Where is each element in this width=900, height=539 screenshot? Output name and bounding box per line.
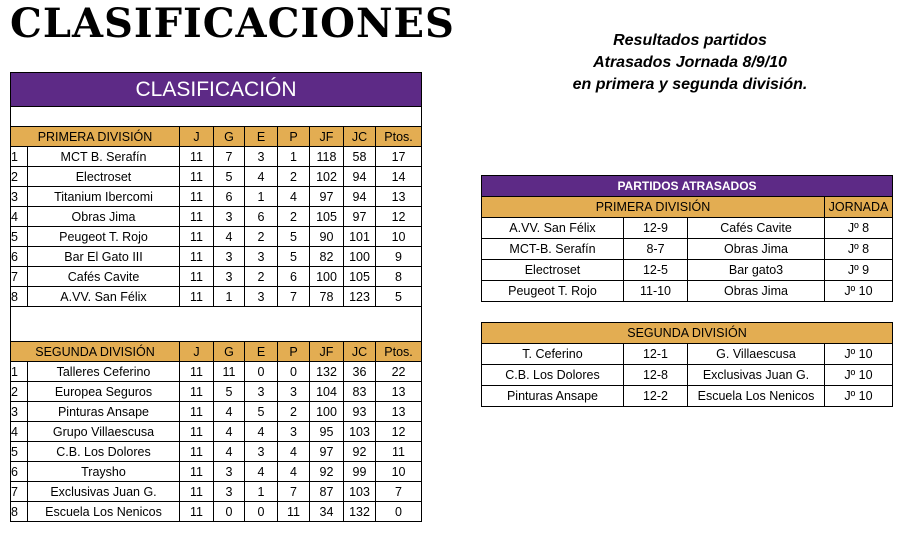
lost-cell: 7 — [278, 287, 310, 307]
standings-row — [11, 207, 422, 227]
col-header-jf: JF — [310, 127, 344, 147]
points-for-cell: 95 — [310, 422, 344, 442]
points-against-cell: 99 — [344, 462, 376, 482]
points-cell: 8 — [376, 267, 422, 287]
drawn-cell: 4 — [245, 462, 278, 482]
blank-row — [11, 107, 422, 127]
team-cell: Exclusivas Juan G. — [28, 482, 180, 502]
points-for-cell: 34 — [310, 502, 344, 522]
points-cell: 22 — [376, 362, 422, 382]
score-cell: 12-9 — [624, 218, 688, 239]
standings-row — [11, 462, 422, 482]
points-cell: 13 — [376, 402, 422, 422]
points-against-cell: 94 — [344, 167, 376, 187]
delayed-matches-table — [481, 175, 893, 407]
points-for-cell: 105 — [310, 207, 344, 227]
points-cell: 0 — [376, 502, 422, 522]
won-cell: 3 — [214, 247, 245, 267]
won-cell: 11 — [214, 362, 245, 382]
team-cell: Escuela Los Nenicos — [28, 502, 180, 522]
won-cell: 6 — [214, 187, 245, 207]
position-cell: 5 — [11, 227, 28, 247]
points-for-cell: 82 — [310, 247, 344, 267]
points-cell: 9 — [376, 247, 422, 267]
team-cell: Bar El Gato III — [28, 247, 180, 267]
points-against-cell: 92 — [344, 442, 376, 462]
lost-cell: 2 — [278, 402, 310, 422]
delayed-results-subtitle — [540, 30, 840, 96]
drawn-cell: 3 — [245, 442, 278, 462]
home-team-cell: Pinturas Ansape — [482, 386, 624, 407]
classification-table — [10, 72, 422, 522]
lost-cell: 3 — [278, 382, 310, 402]
delayed-segunda-division-label: SEGUNDA DIVISIÓN — [482, 323, 893, 344]
drawn-cell: 2 — [245, 267, 278, 287]
standings-row — [11, 402, 422, 422]
won-cell: 5 — [214, 167, 245, 187]
played-cell: 11 — [180, 482, 214, 502]
points-for-cell: 92 — [310, 462, 344, 482]
points-against-cell: 103 — [344, 482, 376, 502]
standings-row — [11, 147, 422, 167]
standings-row — [11, 167, 422, 187]
won-cell: 7 — [214, 147, 245, 167]
points-for-cell: 97 — [310, 187, 344, 207]
jornada-cell: Jº 10 — [825, 386, 893, 407]
points-for-cell: 100 — [310, 267, 344, 287]
points-for-cell: 90 — [310, 227, 344, 247]
team-cell: Grupo Villaescusa — [28, 422, 180, 442]
col-header-g: G — [214, 342, 245, 362]
won-cell: 4 — [214, 402, 245, 422]
drawn-cell: 0 — [245, 362, 278, 382]
segunda-header-row — [11, 342, 422, 362]
drawn-cell: 4 — [245, 167, 278, 187]
played-cell: 11 — [180, 187, 214, 207]
standings-row — [11, 382, 422, 402]
points-against-cell: 101 — [344, 227, 376, 247]
points-cell: 5 — [376, 287, 422, 307]
primera-header-row — [11, 127, 422, 147]
lost-cell: 4 — [278, 462, 310, 482]
played-cell: 11 — [180, 502, 214, 522]
team-cell: A.VV. San Félix — [28, 287, 180, 307]
position-cell: 4 — [11, 422, 28, 442]
drawn-cell: 2 — [245, 227, 278, 247]
away-team-cell: Obras Jima — [688, 239, 825, 260]
standings-row — [11, 287, 422, 307]
team-cell: C.B. Los Dolores — [28, 442, 180, 462]
jornada-cell: Jº 10 — [825, 365, 893, 386]
col-header-jc: JC — [344, 127, 376, 147]
points-cell: 10 — [376, 227, 422, 247]
away-team-cell: Obras Jima — [688, 281, 825, 302]
classification-title: CLASIFICACIÓN — [11, 73, 422, 107]
points-for-cell: 104 — [310, 382, 344, 402]
away-team-cell: G. Villaescusa — [688, 344, 825, 365]
position-cell: 8 — [11, 502, 28, 522]
standings-row — [11, 247, 422, 267]
match-row — [482, 218, 893, 239]
lost-cell: 3 — [278, 422, 310, 442]
primera-division-label: PRIMERA DIVISIÓN — [11, 127, 180, 147]
standings-row — [11, 442, 422, 462]
points-against-cell: 94 — [344, 187, 376, 207]
home-team-cell: Electroset — [482, 260, 624, 281]
points-against-cell: 83 — [344, 382, 376, 402]
col-header-e: E — [245, 127, 278, 147]
played-cell: 11 — [180, 167, 214, 187]
jornada-cell: Jº 9 — [825, 260, 893, 281]
position-cell: 3 — [11, 402, 28, 422]
spacer-row — [482, 302, 893, 323]
col-header-p: P — [278, 127, 310, 147]
drawn-cell: 3 — [245, 382, 278, 402]
played-cell: 11 — [180, 422, 214, 442]
points-for-cell: 97 — [310, 442, 344, 462]
points-against-cell: 103 — [344, 422, 376, 442]
won-cell: 4 — [214, 422, 245, 442]
won-cell: 3 — [214, 207, 245, 227]
col-header-j: J — [180, 342, 214, 362]
page-title: CLASIFICACIONES — [10, 0, 455, 47]
played-cell: 11 — [180, 147, 214, 167]
col-header-ptos: Ptos. — [376, 127, 422, 147]
home-team-cell: A.VV. San Félix — [482, 218, 624, 239]
team-cell: Traysho — [28, 462, 180, 482]
home-team-cell: Peugeot T. Rojo — [482, 281, 624, 302]
position-cell: 2 — [11, 167, 28, 187]
blank-row — [11, 324, 422, 342]
points-cell: 11 — [376, 442, 422, 462]
col-header-p: P — [278, 342, 310, 362]
lost-cell: 0 — [278, 362, 310, 382]
points-against-cell: 36 — [344, 362, 376, 382]
match-row — [482, 365, 893, 386]
standings-row — [11, 482, 422, 502]
position-cell: 2 — [11, 382, 28, 402]
drawn-cell: 1 — [245, 187, 278, 207]
points-against-cell: 97 — [344, 207, 376, 227]
position-cell: 6 — [11, 462, 28, 482]
match-row — [482, 239, 893, 260]
won-cell: 4 — [214, 227, 245, 247]
delayed-primera-header-row — [482, 197, 893, 218]
subtitle-line: Resultados partidos — [613, 32, 767, 49]
team-cell: Titanium Ibercomi — [28, 187, 180, 207]
col-header-e: E — [245, 342, 278, 362]
position-cell: 8 — [11, 287, 28, 307]
lost-cell: 11 — [278, 502, 310, 522]
played-cell: 11 — [180, 287, 214, 307]
points-cell: 7 — [376, 482, 422, 502]
position-cell: 1 — [11, 362, 28, 382]
lost-cell: 1 — [278, 147, 310, 167]
points-against-cell: 123 — [344, 287, 376, 307]
standings-row — [11, 227, 422, 247]
drawn-cell: 3 — [245, 147, 278, 167]
match-row — [482, 281, 893, 302]
won-cell: 3 — [214, 267, 245, 287]
segunda-division-label: SEGUNDA DIVISIÓN — [11, 342, 180, 362]
team-cell: MCT B. Serafín — [28, 147, 180, 167]
lost-cell: 7 — [278, 482, 310, 502]
team-cell: Obras Jima — [28, 207, 180, 227]
points-for-cell: 132 — [310, 362, 344, 382]
home-team-cell: C.B. Los Dolores — [482, 365, 624, 386]
team-cell: Talleres Ceferino — [28, 362, 180, 382]
drawn-cell: 1 — [245, 482, 278, 502]
played-cell: 11 — [180, 382, 214, 402]
lost-cell: 5 — [278, 247, 310, 267]
score-cell: 8-7 — [624, 239, 688, 260]
delayed-segunda-header-row — [482, 323, 893, 344]
standings-row — [11, 187, 422, 207]
jornada-cell: Jº 10 — [825, 344, 893, 365]
standings-row — [11, 362, 422, 382]
position-cell: 3 — [11, 187, 28, 207]
subtitle-line: en primera y segunda división. — [572, 76, 808, 93]
team-cell: Cafés Cavite — [28, 267, 180, 287]
points-for-cell: 100 — [310, 402, 344, 422]
points-cell: 13 — [376, 382, 422, 402]
team-cell: Electroset — [28, 167, 180, 187]
lost-cell: 6 — [278, 267, 310, 287]
lost-cell: 2 — [278, 167, 310, 187]
away-team-cell: Exclusivas Juan G. — [688, 365, 825, 386]
won-cell: 3 — [214, 462, 245, 482]
match-row — [482, 260, 893, 281]
played-cell: 11 — [180, 227, 214, 247]
won-cell: 1 — [214, 287, 245, 307]
points-cell: 17 — [376, 147, 422, 167]
team-cell: Pinturas Ansape — [28, 402, 180, 422]
lost-cell: 2 — [278, 207, 310, 227]
jornada-cell: Jº 8 — [825, 239, 893, 260]
lost-cell: 4 — [278, 442, 310, 462]
won-cell: 3 — [214, 482, 245, 502]
played-cell: 11 — [180, 207, 214, 227]
delayed-primera-division-label: PRIMERA DIVISIÓN — [482, 197, 825, 218]
won-cell: 0 — [214, 502, 245, 522]
score-cell: 11-10 — [624, 281, 688, 302]
played-cell: 11 — [180, 402, 214, 422]
played-cell: 11 — [180, 442, 214, 462]
standings-row — [11, 422, 422, 442]
played-cell: 11 — [180, 362, 214, 382]
team-cell: Peugeot T. Rojo — [28, 227, 180, 247]
standings-row — [11, 502, 422, 522]
col-header-g: G — [214, 127, 245, 147]
score-cell: 12-1 — [624, 344, 688, 365]
col-header-jf: JF — [310, 342, 344, 362]
won-cell: 4 — [214, 442, 245, 462]
team-cell: Europea Seguros — [28, 382, 180, 402]
points-cell: 13 — [376, 187, 422, 207]
home-team-cell: T. Ceferino — [482, 344, 624, 365]
points-cell: 12 — [376, 207, 422, 227]
points-against-cell: 132 — [344, 502, 376, 522]
score-cell: 12-5 — [624, 260, 688, 281]
won-cell: 5 — [214, 382, 245, 402]
position-cell: 5 — [11, 442, 28, 462]
points-for-cell: 78 — [310, 287, 344, 307]
points-against-cell: 105 — [344, 267, 376, 287]
played-cell: 11 — [180, 462, 214, 482]
lost-cell: 5 — [278, 227, 310, 247]
away-team-cell: Bar gato3 — [688, 260, 825, 281]
col-header-ptos: Ptos. — [376, 342, 422, 362]
points-cell: 14 — [376, 167, 422, 187]
points-cell: 10 — [376, 462, 422, 482]
subtitle-line: Atrasados Jornada 8/9/10 — [593, 54, 787, 71]
score-cell: 12-2 — [624, 386, 688, 407]
blank-row — [11, 307, 422, 325]
jornada-cell: Jº 8 — [825, 218, 893, 239]
position-cell: 7 — [11, 482, 28, 502]
points-for-cell: 102 — [310, 167, 344, 187]
score-cell: 12-8 — [624, 365, 688, 386]
points-cell: 12 — [376, 422, 422, 442]
away-team-cell: Cafés Cavite — [688, 218, 825, 239]
standings-row — [11, 267, 422, 287]
jornada-header: JORNADA — [825, 197, 893, 218]
drawn-cell: 6 — [245, 207, 278, 227]
points-for-cell: 118 — [310, 147, 344, 167]
drawn-cell: 3 — [245, 247, 278, 267]
points-against-cell: 58 — [344, 147, 376, 167]
jornada-cell: Jº 10 — [825, 281, 893, 302]
drawn-cell: 0 — [245, 502, 278, 522]
lost-cell: 4 — [278, 187, 310, 207]
points-for-cell: 87 — [310, 482, 344, 502]
position-cell: 4 — [11, 207, 28, 227]
match-row — [482, 344, 893, 365]
drawn-cell: 4 — [245, 422, 278, 442]
home-team-cell: MCT-B. Serafín — [482, 239, 624, 260]
drawn-cell: 3 — [245, 287, 278, 307]
delayed-matches-title: PARTIDOS ATRASADOS — [482, 176, 893, 197]
position-cell: 7 — [11, 267, 28, 287]
played-cell: 11 — [180, 267, 214, 287]
points-against-cell: 100 — [344, 247, 376, 267]
drawn-cell: 5 — [245, 402, 278, 422]
played-cell: 11 — [180, 247, 214, 267]
away-team-cell: Escuela Los Nenicos — [688, 386, 825, 407]
match-row — [482, 386, 893, 407]
position-cell: 6 — [11, 247, 28, 267]
position-cell: 1 — [11, 147, 28, 167]
col-header-jc: JC — [344, 342, 376, 362]
col-header-j: J — [180, 127, 214, 147]
points-against-cell: 93 — [344, 402, 376, 422]
